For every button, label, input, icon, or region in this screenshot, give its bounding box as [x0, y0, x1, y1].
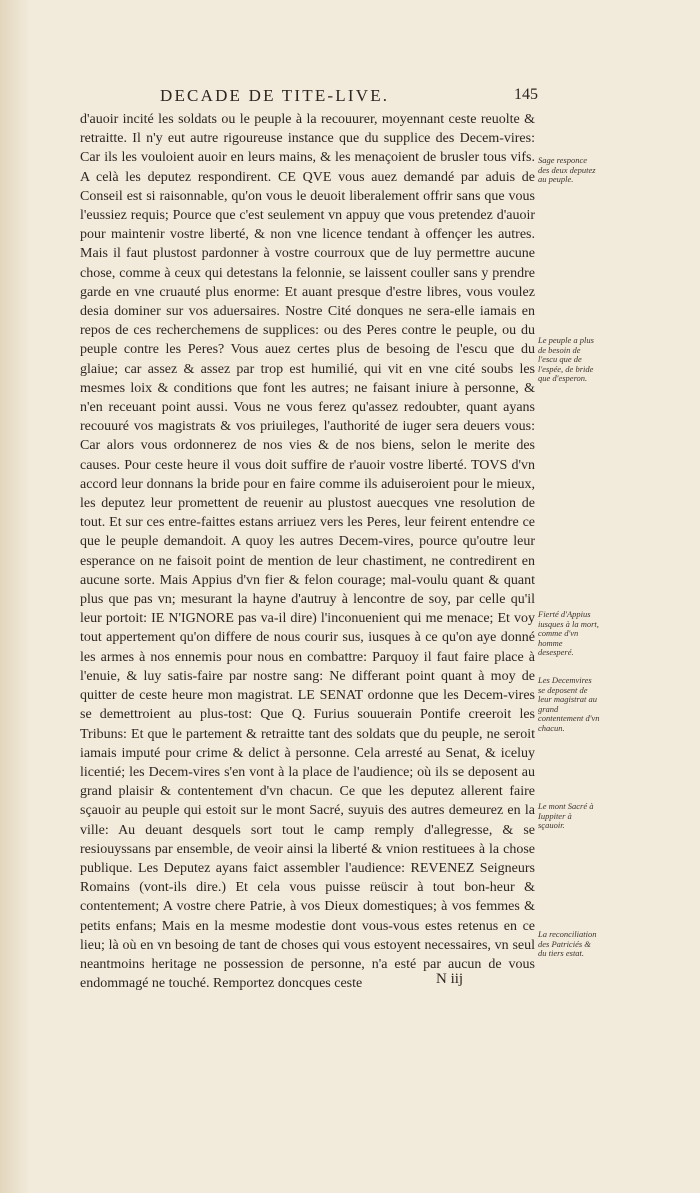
margin-note: Le mont Sacré à Iuppiter à sçauoir. — [538, 801, 594, 831]
page-number: 145 — [514, 86, 538, 103]
margin-note: La reconciliation des Patriciés & du tiers estat. — [538, 929, 597, 959]
margin-note: Fierté d'Appius iusques à la mort, comme d'vn homme desesperé. — [538, 609, 599, 658]
margin-note: Sage responce des deux deputez au peuple. — [538, 155, 596, 185]
margin-note: Le peuple a plus de besoin de l'escu que de l'espée, de bride que d'esperon. — [538, 335, 594, 384]
margin-note: Les Decemvires se deposent de leur magistrat au grand contentement d'vn chacun. — [538, 675, 600, 733]
page-header — [0, 84, 700, 108]
body-paragraph: d'auoir incité les soldats ou le peuple à la recouurer, moyennant ceste reuolte & retraitte. Il n'y eut autre rigoureuse instance que du supplice des Decem-vires: Car ils les vouloient auoir en leurs mains, & les menaçoient de brusler tous vifs. A celà les deputez respondirent. CE QVE vous auez demandé par aduis de Conseil est si raisonnable, qu'on vous le deuoit liberalement offrir sans que vous l'eussiez requis; Pource que c'est seulement vn appuy que vous pretendez d'auoir pour maintenir vostre liberté, & non vne licence tendant à offençer les autres. Mais il faut plustost pardonner à vostre courroux que de luy permettre aucune chose, comme à ceux qui detestans la felonnie, se laissent couller sans y prendre garde en vne cruauté plus enorme: Et auant presque d'estre libres, vous voulez desia dominer sur vos aduersaires. Nostre Cité donques ne sera-elle iamais en repos de ces recherchemens de supplices: ou des Peres contre le peuple, ou du peuple contre les Peres? Vous auez certes plus de besoing de l'escu que du glaiue; car assez & assez par trop est humilié, qui vit en vne cité soubs les mesmes loix & conditions que font les autres; ne faisant iniure à personne, & n'en receuant point aussi. Vous ne vous ferez qu'assez redoubter, quant ayans recouuré vos magistrats & vos priuileges, l'authorité de iuger sera deuers vous: Car alors vous ordonnerez de nos vies & de nos biens, selon le merite des causes. Pour ceste heure il vous doit suffire de r'auoir vostre liberté. TOVS d'vn accord leur donnans la bride pour en faire comme ils aduiseroient pour le mieux, les deputez leur promettent de reuenir au plustost auecques vne resolution de tout. Et sur ces entre-faittes estans arriuez vers les Peres, leur feirent entendre ce que le peuple demandoit. A quoy les autres Decem-vires, pource qu'outre leur esperance on ne faisoit point de mention de leur chastiment, ne contredirent en aucune sorte. Mais Appius d'vn fier & felon courage; mal-voulu quant & quant plus que pas vn; mesurant la hayne d'autruy à lencontre de soy, par celle qu'il leur portoit: IE N'IGNORE pas va-il dire) l'inconuenient qui me menace; Et voy tout appertement qu'on differe de nous courir sus, iusques à ce qu'on aye donné les armes à nos ennemis pour nous en combattre: Parquoy il faut faire place à l'enuie, & luy satis-faire par nostre sang: Ne differant point quant à moy de quitter de ceste heure mon magistrat. LE SENAT ordonne que les Decem-vires se demettroient au plus-tost: Que Q. Furius souuerain Pontife creeroit les Tribuns: Et que le partement & retraitte tant des soldats que du peuple, ne seroit iamais imputé pour crime & delict à personne. Cela arresté au Senat, & iceluy licentié; les Decem-vires s'en vont à la place de l'audience; où ils se deposent au grand plaisir & contentement d'vn chacun. Ce que les deputez allerent faire sçauoir au peuple qui estoit sur le mont Sacré, suyuis des autres demeurez en la ville: Au deuant desquels sort tout le camp remply d'allegresse, & se resiouyssans par ensemble, de veoir ainsi la liberté & vnion restituees à la chose publique. Les Deputez ayans faict assembler l'audience: REVENEZ Seigneurs Romains (vont-ils dire.) Et cela vous puisse reüscir à tout bon-heur & contentement; A vostre chere Patrie, à vos Dieux domestiques; à vos femmes & petits enfans; Mais en la mesme modestie dont vous-vous estes retenus en ce lieu; là où en vn besoing de tant de choses qui vous estoyent necessaires, vn seul neantmoins heritage ne possession de personne, n'a esté par aucun de vous endommagé ne touché. Remportez doncques ceste — [80, 112, 535, 992]
running-title: DECADE DE TITE-LIVE. — [160, 86, 390, 105]
page-gutter — [0, 0, 30, 1193]
main-text-block — [80, 110, 535, 993]
signature-mark: N iij — [436, 971, 464, 987]
